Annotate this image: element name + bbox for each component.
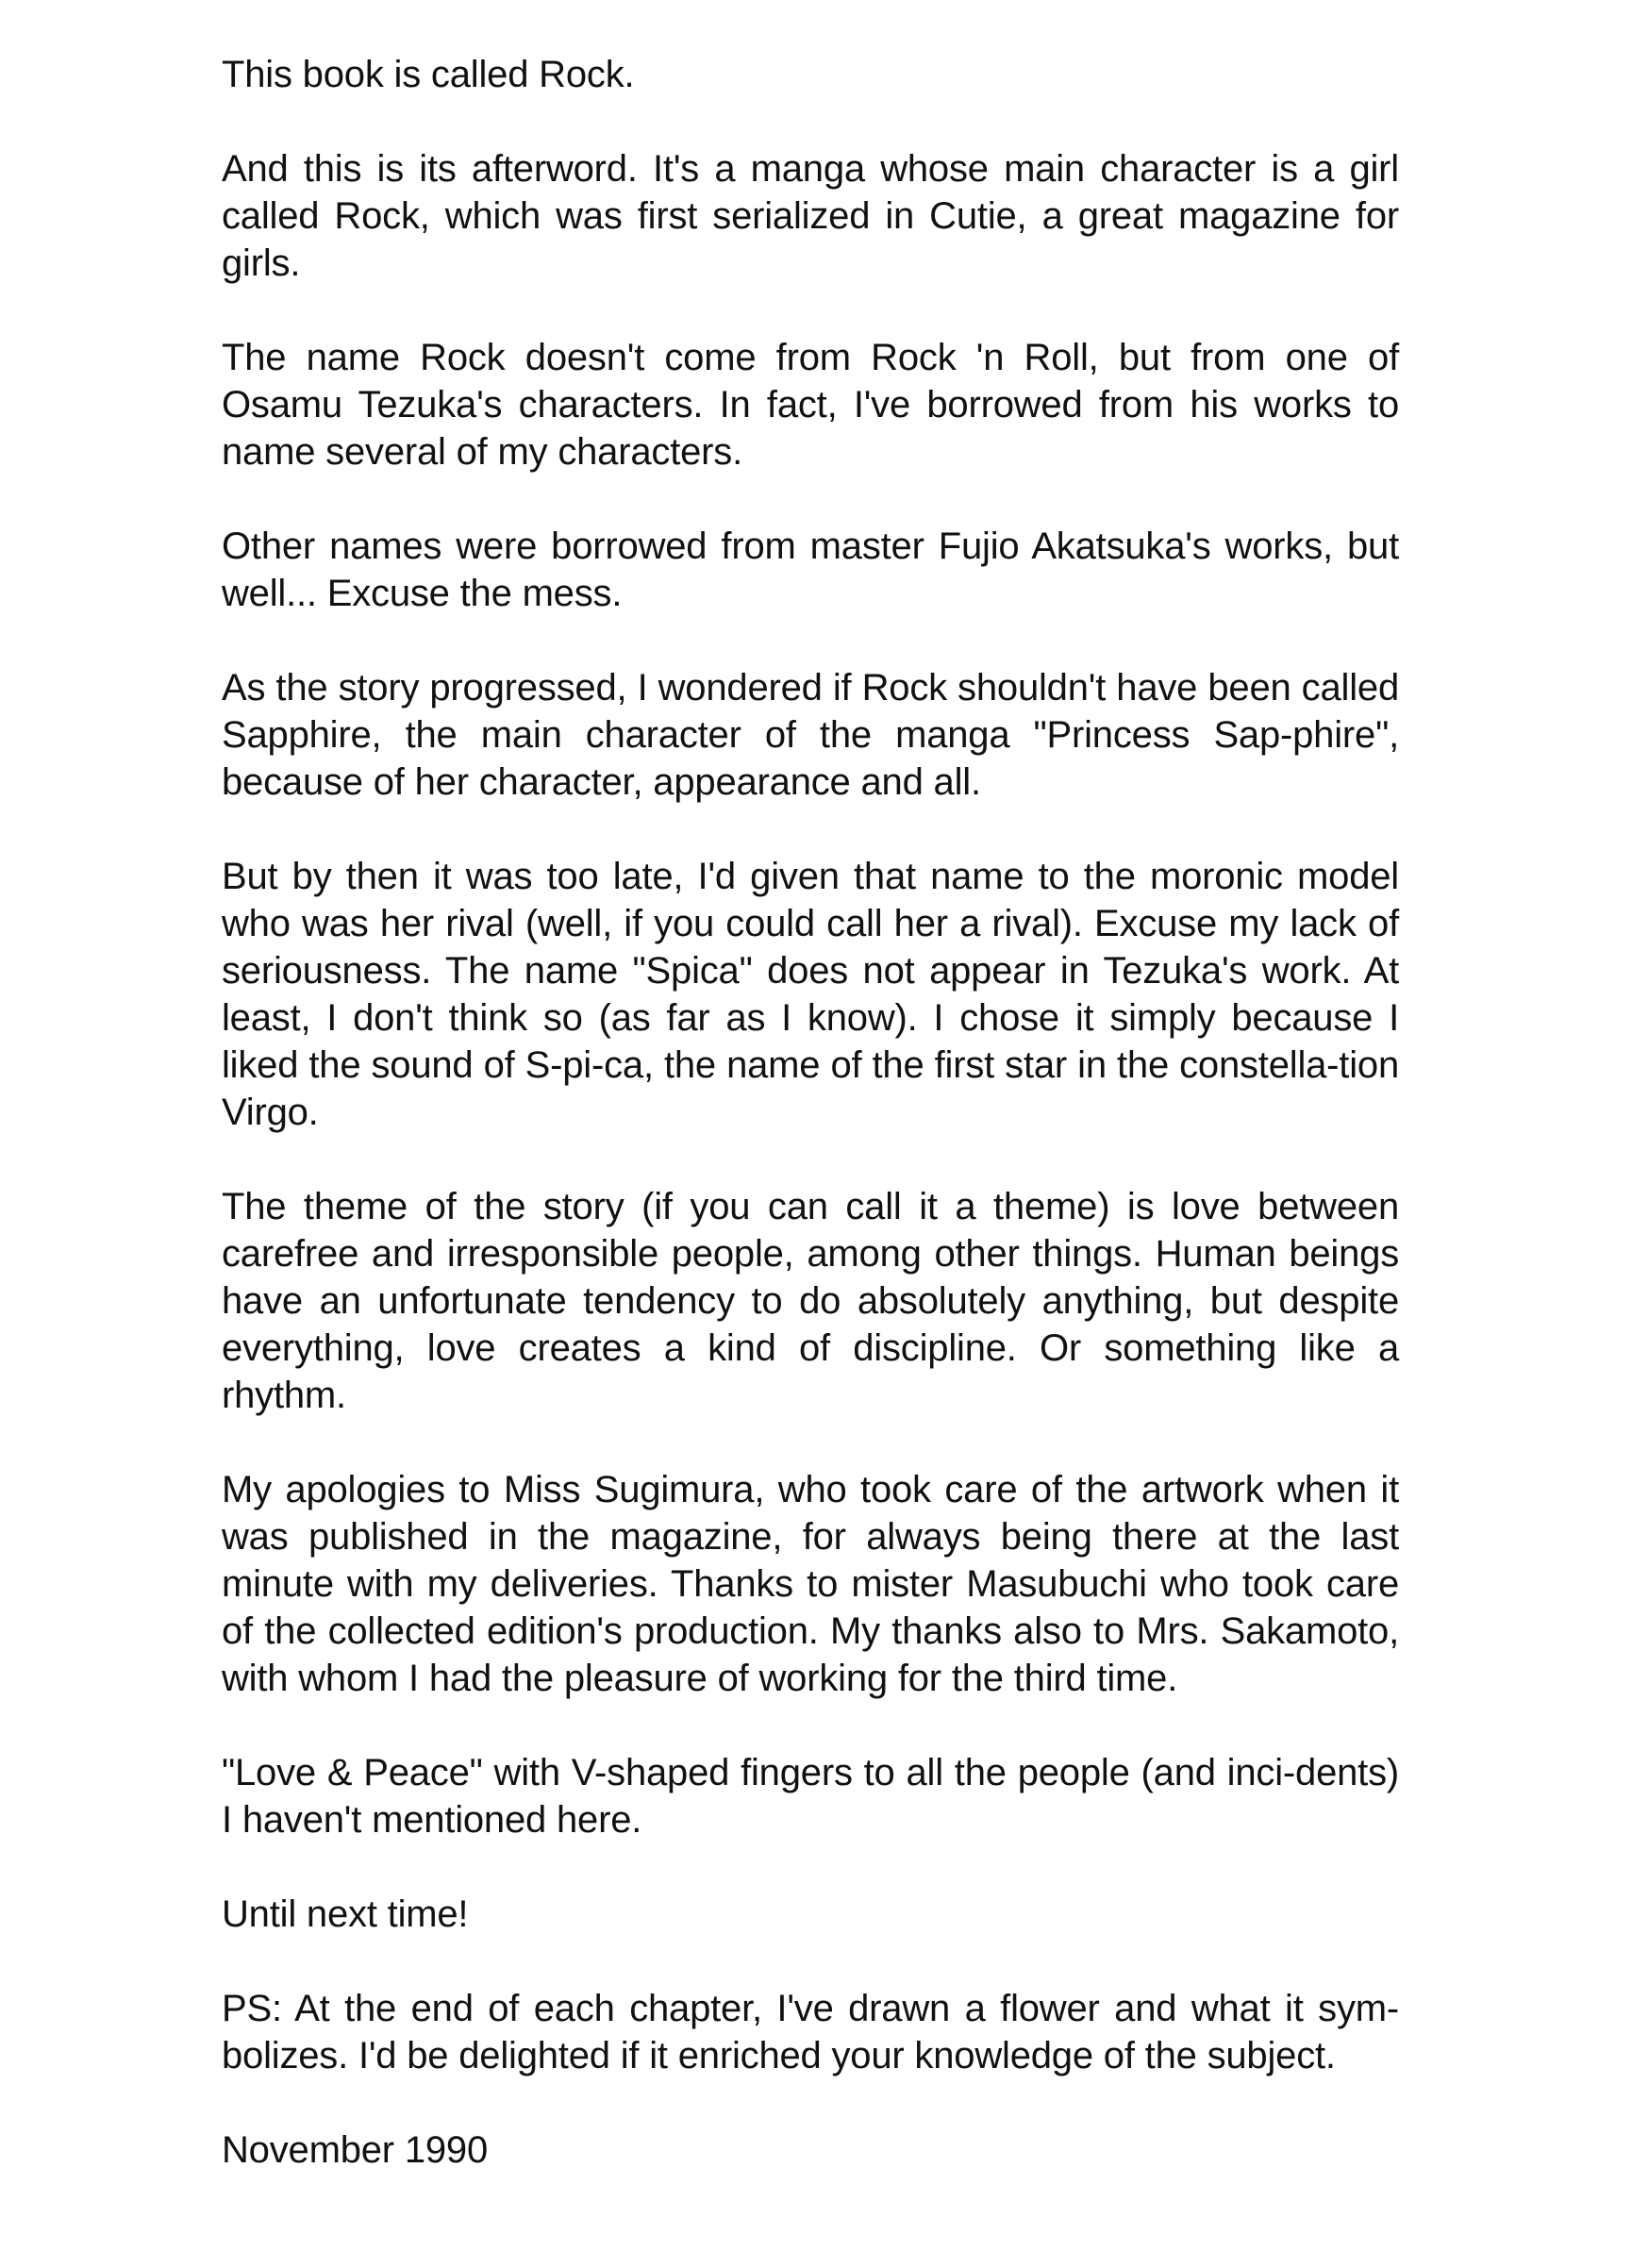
paragraph-title-line: This book is called Rock. [222,54,635,95]
paragraph-date: November 1990 [222,2129,489,2171]
afterword-page [222,51,1399,2174]
paragraph-postscript: PS: At the end of each chapter, I've drawn a flower and what it sym-bolizes. I'd be delighted if it enriched your knowledge of the subject. [222,1988,1399,2076]
paragraph-thanks: My apologies to Miss Sugimura, who took care of the artwork when it was published in the magazine, for always being there at the last minute with my deliveries. Thanks to mister Masubuchi who took care of the collected edition's production. My thanks also to Mrs. Sakamoto, with whom I had the pleasure of working for the third time. [222,1469,1399,1699]
paragraph-afterword-intro: And this is its afterword. It's a manga whose main character is a girl called Rock, which was first serialized in Cutie, a great magazine for girls. [222,148,1399,284]
paragraph-until-next-time: Until next time! [222,1893,469,1935]
paragraph-sapphire: As the story progressed, I wondered if Rock shouldn't have been called Sapphire, the main character of the manga "Princess Sap-phire", because of her character, appearance and all. [222,667,1399,803]
paragraph-name-origin: The name Rock doesn't come from Rock 'n Roll, but from one of Osamu Tezuka's characters. In fact, I've borrowed from his works to name several of my characters. [222,337,1399,473]
paragraph-love-peace: "Love & Peace" with V-shaped fingers to all the people (and inci-dents) I haven't mentioned here. [222,1752,1399,1841]
paragraph-theme: The theme of the story (if you can call it a theme) is love between carefree and irresponsible people, among other things. Human beings have an unfortunate tendency to do absolutely anything, but despite everything, love creates a kind of discipline. Or something like a rhythm. [222,1186,1399,1416]
paragraph-spica: But by then it was too late, I'd given that name to the moronic model who was her rival (well, if you could call her a rival). Excuse my lack of seriousness. The name "Spica" does not appear in Tezuka's work. At least, I don't think so (as far as I know). I chose it simply because I liked the sound of S-pi-ca, the name of the first star in the constella-tion Virgo. [222,856,1399,1133]
paragraph-other-names: Other names were borrowed from master Fujio Akatsuka's works, but well... Excuse the mess. [222,525,1399,614]
